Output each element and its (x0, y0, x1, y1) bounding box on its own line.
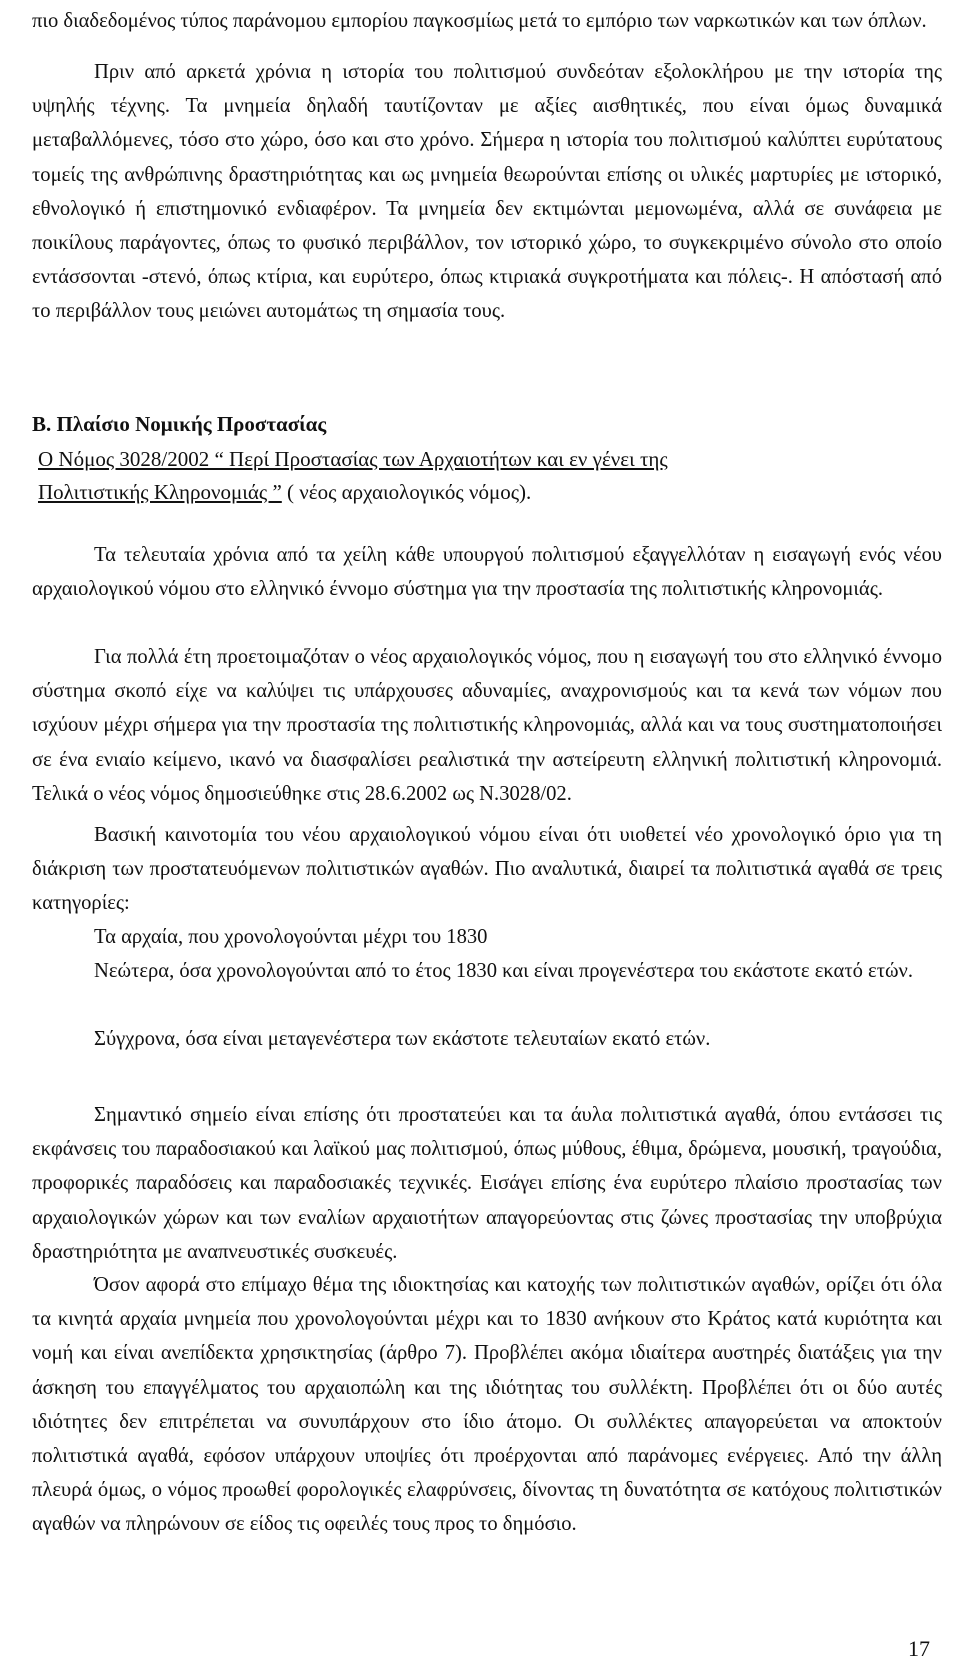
category-ancient: Τα αρχαία, που χρονολογούνται μέχρι του 1830 (94, 926, 488, 948)
paragraph-innovation: Βασική καινοτομία του νέου αρχαιολογικού νόμου είναι ότι υιοθετεί νέο χρονολογικό όριο για τη διάκριση των προστατευόμενων πολιτιστικών αγαθών. Πιο αναλυτικά, διαιρεί τα πολιτιστικά αγαθά σε τρεις κατηγορίες: (32, 824, 942, 915)
law-title-note: ( νέος αρχαιολογικός νόμος). (281, 480, 532, 504)
paragraph-history-of-civilization: Πριν από αρκετά χρόνια η ιστορία του πολιτισμού συνδεόταν εξολοκλήρου με την ιστορία της υψηλής τέχνης. Τα μνημεία δηλαδή ταυτίζονταν με αξίες αισθητικές, που είναι όμως δυναμικά μεταβαλλόμενες, τόσο στο χώρο, όσο και στο χρόνο. Σήμερα η ιστορία του πολιτισμού καλύπτει ευρύτατους τομείς της ανθρώπινης δραστηριότητας και ως μνημεία θεωρούνται επίσης οι υλικές μαρτυρίες με ιστορικό, εθνολογικό ή επιστημονικό ενδιαφέρον. Τα μνημεία δεν εκτιμώνται μεμονωμένα, αλλά σε συνάφεια με ποικίλους παράγοντες, όπως το φυσικό περιβάλλον, τον ιστορικό χώρο, το συγκεκριμένο σύνολο στο οποίο εντάσσονται -στενό, όπως κτίρια, και ευρύτερο, όπως κτιριακά συγκροτήματα και πόλεις-. Η απόστασή από το περιβάλλον τους μειώνει αυτομάτως τη σημασία τους. (32, 61, 942, 323)
paragraph-continuation: πιο διαδεδομένος τύπος παράνομου εμπορίου παγκοσμίως μετά το εμπόριο των ναρκωτικών και των όπλων. (32, 10, 927, 32)
paragraph-announcements: Τα τελευταία χρόνια από τα χείλη κάθε υπουργού πολιτισμού εξαγγελλόταν η εισαγωγή ενός νέου αρχαιολογικού νόμου στο ελληνικό έννομο σύστημα για την προστασία της πολιτιστικής κληρονομιάς. (32, 544, 942, 601)
paragraph-preparation: Για πολλά έτη προετοιμαζόταν ο νέος αρχαιολογικός νόμος, που η εισαγωγή του στο ελληνικό έννομο σύστημα σκοπό είχε να καλύψει τις υπάρχουσες αδυναμίες, αναχρονισμούς και τα κενά των νόμων που ισχύουν μέχρι σήμερα για την προστασία της πολιτιστικής κληρονομιάς, αλλά και να τους συστηματοποιήσει σε ένα ενιαίο κείμενο, ικανό να διασφαλίσει ρεαλιστικά την αστείρευτη ελληνική πολιτιστική κληρονομιά. Τελικά ο νέος νόμος δημοσιεύθηκε στις 28.6.2002 ως Ν.3028/02. (32, 646, 942, 805)
category-contemporary: Σύγχρονα, όσα είναι μεταγενέστερα των εκάστοτε τελευταίων εκατό ετών. (94, 1028, 711, 1050)
paragraph-intangible-heritage: Σημαντικό σημείο είναι επίσης ότι προστατεύει και τα άυλα πολιτιστικά αγαθά, όπου εντάσσει τις εκφάνσεις του παραδοσιακού και λαϊκού μας πολιτισμού, όπως μύθους, έθιμα, δρώμενα, μουσική, τραγούδια, προφορικές παραδόσεις και παραδοσιακές τεχνικές. Εισάγει επίσης ένα ευρύτερο πλαίσιο προστασίας των αρχαιολογικών χώρων και των εναλίων αρχαιοτήτων απαγορεύοντας στις ζώνες προστασίας την υποβρύχια δραστηριότητα με αναπνευστικές συσκευές. (32, 1104, 942, 1263)
law-title-underlined: Πολιτιστικής Κληρονομιάς ” (38, 480, 282, 504)
section-heading: Β. Πλαίσιο Νομικής Προστασίας (32, 412, 327, 436)
law-title-line-1 (38, 443, 668, 476)
law-title-text: Ο Νόμος 3028/2002 “ Περί Προστασίας των Αρχαιοτήτων και εν γένει της (38, 447, 668, 471)
category-newer: Νεώτερα, όσα χρονολογούνται από το έτος 1830 και είναι προγενέστερα του εκάστοτε εκατό ετών. (94, 960, 913, 982)
page-number: 17 (908, 1636, 930, 1661)
paragraph-ownership: Όσον αφορά στο επίμαχο θέμα της ιδιοκτησίας και κατοχής των πολιτιστικών αγαθών, ορίζει ότι όλα τα κινητά αρχαία μνημεία που χρονολογούνται μέχρι και το 1830 ανήκουν στο Κράτος κατά κυριότητα και νομή και είναι ανεπίδεκτα χρησικτησίας (άρθρο 7). Προβλέπει ακόμα ιδιαίτερα αυστηρές διατάξεις για την άσκηση του επαγγέλματος του αρχαιοπώλη και της ιδιότητας του συλλέκτη. Προβλέπει ότι οι δύο αυτές ιδιότητες δεν επιτρέπεται να συνυπάρχουν στο ίδιο άτομο. Οι συλλέκτες απαγορεύεται να αποκτούν πολιτιστικά αγαθά, εφόσον υπάρχουν υποψίες ότι προέρχονται από παράνομες ενέργειες. Από την άλλη πλευρά όμως, ο νόμος προωθεί φορολογικές ελαφρύνσεις, δίνοντας τη δυνατότητα σε κατόχους πολιτιστικών αγαθών να πληρώνουν σε είδος τις οφειλές τους προς το δημόσιο. (32, 1274, 942, 1536)
law-title-line-2 (38, 476, 531, 509)
